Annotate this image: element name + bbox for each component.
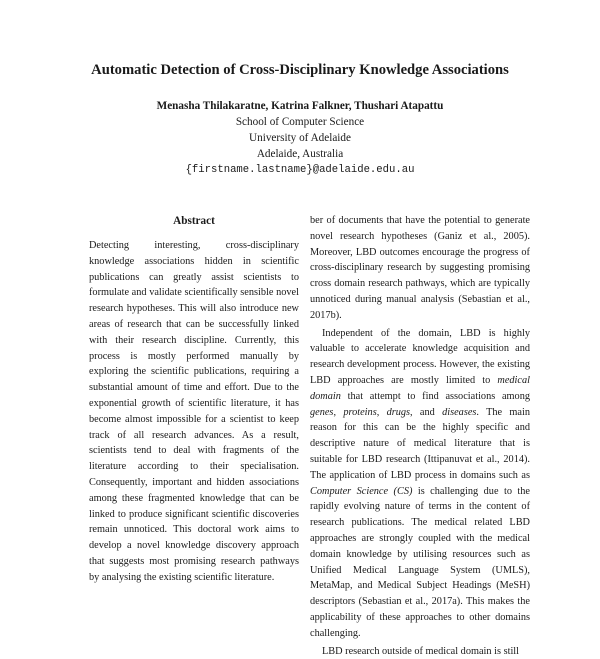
p2-proteins: proteins	[343, 406, 377, 418]
p2-diseases: diseases	[442, 406, 477, 418]
p2-medical-domain: medical domain	[310, 374, 530, 402]
paper-title: Automatic Detection of Cross-Disciplinary Knowledge Associations	[91, 62, 509, 78]
body-paragraph-1: ber of documents that have the potential to generate novel research hypotheses (Ganiz et al., 2005). Moreover, LBD outcomes encourage the progress of cross-disciplinary research by suggesting promising cross domain research pathways, which are typically unnoticed during manual analysis (Sebastian et al., 2017b).	[310, 215, 530, 321]
paper-authors: Menasha Thilakaratne, Katrina Falkner, Thushari Atapattu	[156, 100, 444, 112]
author-email: {firstname.lastname}@adelaide.edu.au	[185, 164, 415, 176]
p2-text-c: ,	[333, 406, 344, 418]
p2-text-b: that attempt to find associations among	[340, 390, 530, 402]
p2-genes: genes	[310, 406, 334, 418]
affiliation-university: University of Adelaide	[249, 132, 351, 144]
affiliation-location: Adelaide, Australia	[256, 148, 344, 160]
abstract-text: Detecting interesting, cross-disciplinary knowledge associations hidden in scientific publications can greatly assist scientists to formulate and validate scientifically sensible novel research hypotheses. This will also introduce new areas of research that can be successfully linked with their research discipline. Currently, this process is mostly performed manually by exploring the scientific publications, requiring a substantial amount of time and effort. Due to the exponential growth of scientific literature, it has become almost impossible for a scientist to keep track of all research advances. As a result, scientists tend to deal with fragments of the literature according to their specialisation. Consequently, important and hidden associations among these fragmented knowledge that can be linked to produce significant scientific discoveries remain unnoticed. This doctoral work aims to develop a novel knowledge discovery approach that suggests most promising research pathways by analysing the existing scientific literature.	[89, 240, 299, 583]
p2-text-a: Independent of the domain, LBD is highly valuable to accelerate knowledge acquisition and research development process. However, the existing LBD approaches are mostly limited to	[310, 327, 530, 386]
affiliation-block	[0, 114, 600, 178]
affiliation-school: School of Computer Science	[235, 116, 365, 128]
p2-text-e: , and	[410, 406, 443, 418]
body-paragraph-3: LBD research outside of medical domain is still	[322, 645, 520, 657]
body-paragraph-2	[310, 326, 530, 642]
abstract-heading: Abstract	[173, 215, 215, 227]
left-column	[89, 213, 299, 586]
p2-drugs: drugs	[386, 406, 411, 418]
p2-computer-science: Computer Science (CS)	[310, 485, 413, 497]
p2-text-g: is challenging due to the rapidly evolving nature of terms in the content of research publications. The medical related LBD approaches are strongly coupled with the medical domain knowledge by utilising resources such as Unified Medical Language System (UMLS), MetaMap, and Medical Subject Headings (MeSH) descriptors (Sebastian et al., 2017a). This makes the applicability of these approaches to other domains challenging.	[310, 485, 531, 639]
right-column	[310, 213, 530, 659]
p2-text-d: ,	[376, 406, 387, 418]
p2-text-f: . The main reason for this can be the highly specific and descriptive nature of medical literature that is suitable for LBD research (Ittipanuvat et al., 2014). The application of LBD process in domains such as	[310, 406, 530, 481]
